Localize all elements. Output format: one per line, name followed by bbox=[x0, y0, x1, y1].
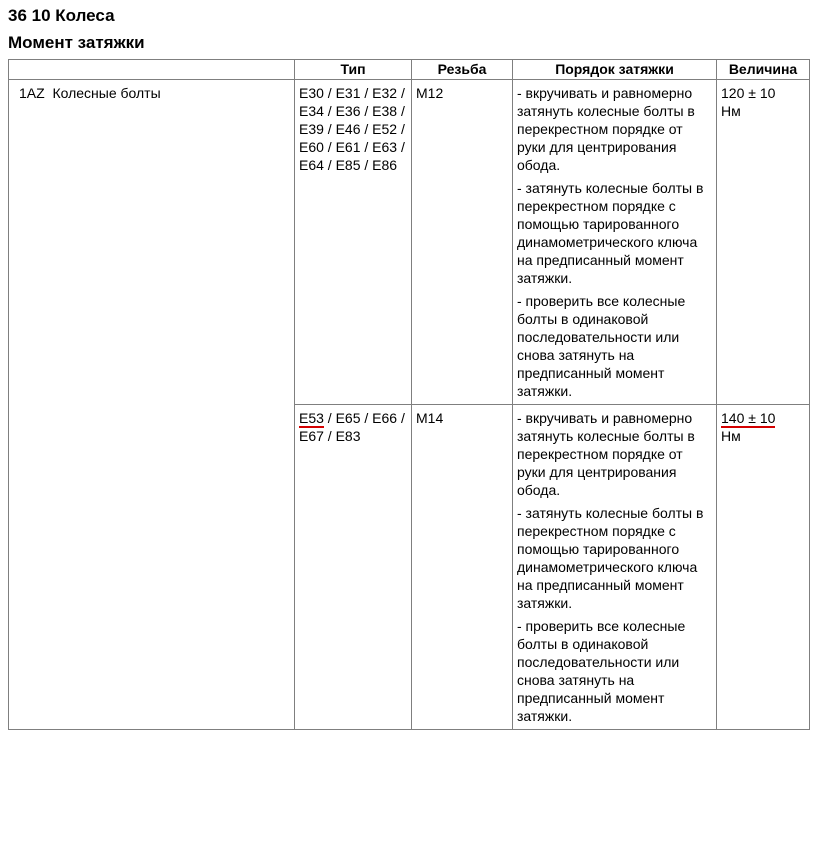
vehicle-types: E30 / E31 / E32 / E34 / E36 / E38 / E39 / E46 / E52 / E60 / E61 / E63 / E64 / E85 / E86 bbox=[299, 85, 405, 173]
thread-cell bbox=[412, 80, 513, 405]
type-cell bbox=[295, 80, 412, 405]
table-header-row bbox=[9, 60, 810, 80]
header-procedure: Порядок затяжки bbox=[513, 60, 717, 80]
procedure-cell bbox=[513, 80, 717, 405]
vehicle-types: / E65 / E66 / E67 / E83 bbox=[299, 410, 405, 444]
procedure-step: - вкручивать и равномерно затянуть колесные болты в перекрестном порядке от руки для центрирования обода. bbox=[517, 410, 695, 498]
procedure-step: - проверить все колесные болты в одинаковой последовательности или снова затянуть на предписанный момент затяжки. bbox=[517, 293, 686, 399]
value-cell bbox=[717, 80, 810, 405]
procedure-step: - вкручивать и равномерно затянуть колесные болты в перекрестном порядке от руки для центрирования обода. bbox=[517, 85, 695, 173]
torque-table bbox=[8, 59, 810, 730]
section-title: 36 10 Колеса bbox=[8, 6, 115, 25]
highlighted-torque-value: 140 ± 10 bbox=[721, 410, 776, 426]
highlighted-type: E53 bbox=[299, 410, 324, 426]
torque-unit: Нм bbox=[721, 103, 741, 119]
part-cell bbox=[9, 80, 295, 730]
procedure-step: - затянуть колесные болты в перекрестном порядке с помощью тарированного динамометрического ключа на предписанный момент затяжки. bbox=[517, 505, 704, 611]
procedure-step: - проверить все колесные болты в одинаковой последовательности или снова затянуть на предписанный момент затяжки. bbox=[517, 618, 686, 724]
thread-size: M14 bbox=[416, 410, 444, 426]
header-part bbox=[9, 60, 295, 80]
page-subtitle: Момент затяжки bbox=[8, 33, 145, 52]
header-thread: Резьба bbox=[412, 60, 513, 80]
thread-size: M12 bbox=[416, 85, 444, 101]
value-cell bbox=[717, 405, 810, 730]
table-row bbox=[9, 80, 810, 405]
torque-value: 120 ± 10 bbox=[721, 85, 776, 101]
header-value: Величина bbox=[717, 60, 810, 80]
procedure-step: - затянуть колесные болты в перекрестном порядке с помощью тарированного динамометрического ключа на предписанный момент затяжки. bbox=[517, 180, 704, 286]
header-type: Тип bbox=[295, 60, 412, 80]
torque-unit: Нм bbox=[721, 428, 741, 444]
type-cell bbox=[295, 405, 412, 730]
procedure-cell bbox=[513, 405, 717, 730]
thread-cell bbox=[412, 405, 513, 730]
part-label: 1AZ Колесные болты bbox=[19, 85, 161, 101]
